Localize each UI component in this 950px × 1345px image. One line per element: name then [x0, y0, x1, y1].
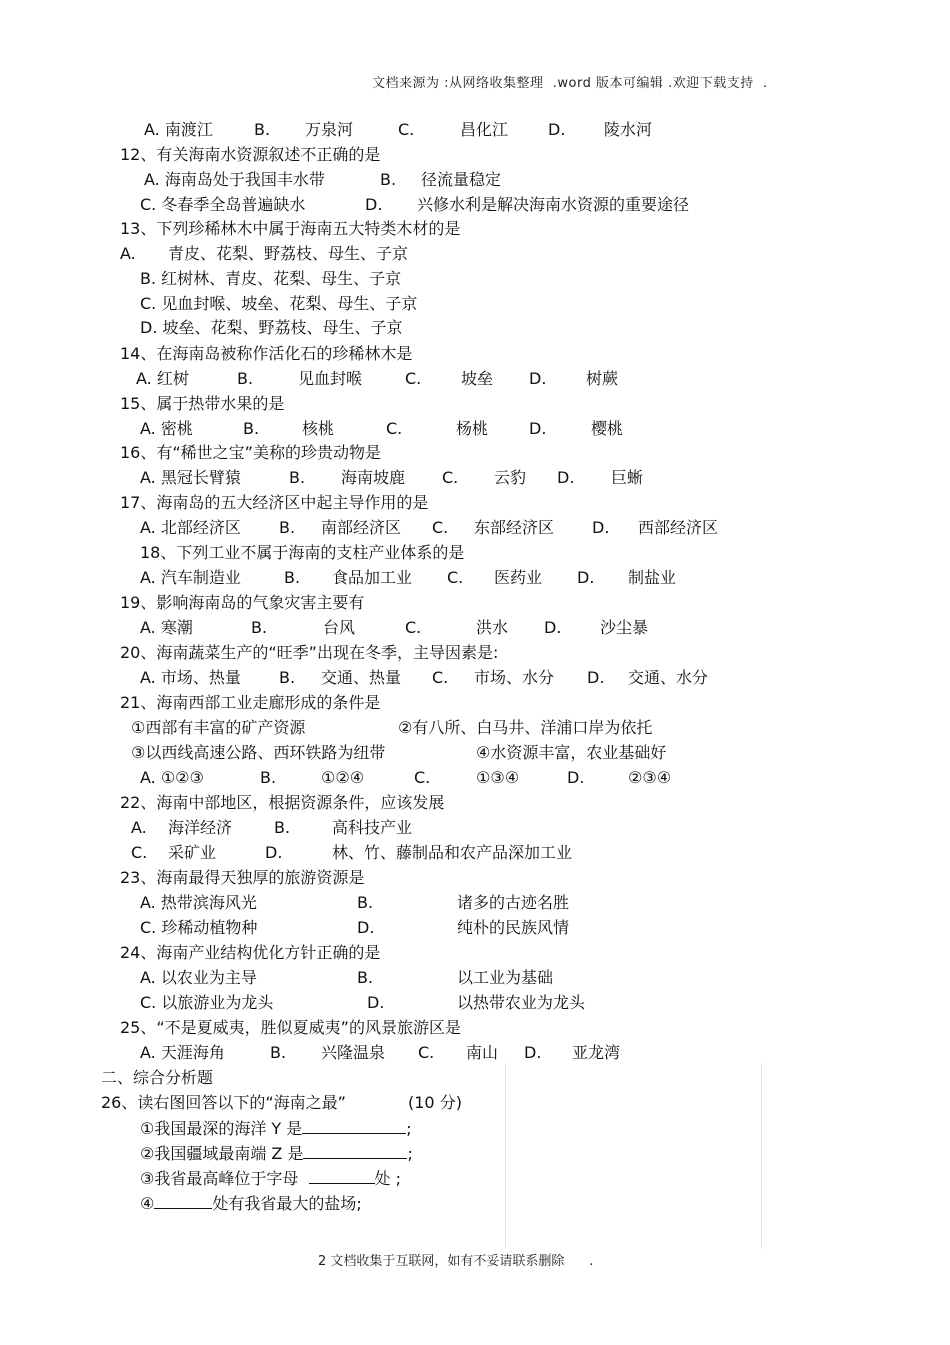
q15-option-d: 樱桃: [591, 419, 624, 438]
q17-option-c-label: C.: [432, 518, 449, 537]
q26-item-4-end: 处有我省最大的盐场;: [212, 1194, 362, 1213]
q16-option-d: 巨蜥: [611, 468, 644, 487]
q25-option-a: A. 天涯海角: [140, 1043, 225, 1062]
q22-option-b-label: B.: [274, 818, 291, 837]
q16-stem: 16、有“稀世之宝”美称的珍贵动物是: [120, 443, 381, 462]
q20-option-b: 交通、热量: [321, 668, 402, 687]
q16-option-c-label: C.: [442, 468, 459, 487]
q26-item-4: [140, 1192, 362, 1214]
q21-statement-4: ④水资源丰富，农业基础好: [476, 743, 667, 762]
q12-stem: 12、有关海南水资源叙述不正确的是: [120, 145, 381, 164]
q26-blank-2[interactable]: [303, 1142, 407, 1159]
q16-option-b: 海南坡鹿: [341, 468, 406, 487]
q18-option-d: 制盐业: [628, 568, 677, 587]
q14-option-d-label: D.: [529, 369, 547, 388]
q17-option-d: 西部经济区: [638, 518, 719, 537]
q26-item-3-end: 处 ;: [374, 1169, 402, 1188]
q13-option-d: D. 坡垒、花梨、野荔枝、母生、子京: [140, 318, 403, 337]
page-header: 文档来源为 :从网络收集整理 .word 版本可编辑 .欢迎下载支持 .: [372, 76, 768, 91]
q26-item-1: [140, 1117, 412, 1139]
q18-option-d-label: D.: [577, 568, 595, 587]
q25-option-c-label: C.: [418, 1043, 435, 1062]
q21-option-b: ①②④: [321, 768, 365, 787]
q20-option-c: 市场、水分: [474, 668, 555, 687]
q23-option-c: C. 珍稀动植物种: [140, 918, 258, 937]
q24-option-d-label: D.: [367, 993, 385, 1012]
q14-option-d: 树蕨: [586, 369, 619, 388]
q13-option-a: 青皮、花梨、野荔枝、母生、子京: [168, 244, 409, 263]
q21-statement-3: ③以西线高速公路、西环铁路为纽带: [131, 743, 386, 762]
q21-option-c: ①③④: [476, 768, 520, 787]
q26-item-2-end: ;: [407, 1144, 413, 1163]
q23-option-d: 纯朴的民族风情: [457, 918, 570, 937]
q21-option-d-label: D.: [567, 768, 585, 787]
q26-stem: 26、读右图回答以下的“海南之最”: [101, 1093, 346, 1112]
q14-option-c-label: C.: [405, 369, 422, 388]
q19-option-b-label: B.: [251, 618, 268, 637]
q19-option-c: 洪水: [476, 618, 509, 637]
q25-option-b-label: B.: [270, 1043, 287, 1062]
q17-option-b: 南部经济区: [321, 518, 402, 537]
q21-option-b-label: B.: [260, 768, 277, 787]
q14-option-a: A. 红树: [136, 369, 189, 388]
q20-option-c-label: C.: [432, 668, 449, 687]
q19-option-a: A. 寒潮: [140, 618, 193, 637]
q15-option-c-label: C.: [386, 419, 403, 438]
q24-option-b: 以工业为基础: [457, 968, 554, 987]
q22-stem: 22、海南中部地区，根据资源条件，应该发展: [120, 793, 445, 812]
q22-option-c-label: C.: [131, 843, 148, 862]
q19-option-d: 沙尘暴: [600, 618, 649, 637]
q17-option-c: 东部经济区: [474, 518, 555, 537]
q16-option-c: 云豹: [494, 468, 527, 487]
q20-option-d: 交通、水分: [628, 668, 709, 687]
q19-option-b: 台风: [323, 618, 356, 637]
q18-stem: 18、下列工业不属于海南的支柱产业体系的是: [140, 543, 465, 562]
q26-item-2: [140, 1142, 413, 1164]
q14-option-b-label: B.: [237, 369, 254, 388]
q21-statement-1: ①西部有丰富的矿产资源: [131, 718, 306, 737]
q17-option-b-label: B.: [279, 518, 296, 537]
q15-option-b: 核桃: [302, 419, 335, 438]
q11-option-d-label: D.: [548, 120, 566, 139]
q21-option-d: ②③④: [628, 768, 672, 787]
q25-option-d: 亚龙湾: [572, 1043, 621, 1062]
q22-option-a-label: A.: [131, 818, 147, 837]
q20-stem: 20、海南蔬菜生产的“旺季”出现在冬季，主导因素是:: [120, 643, 499, 662]
q22-option-d: 林、竹、藤制品和农产品深加工业: [332, 843, 573, 862]
q15-option-b-label: B.: [243, 419, 260, 438]
q11-option-b: 万泉河: [305, 120, 354, 139]
q20-option-b-label: B.: [279, 668, 296, 687]
q23-option-b-label: B.: [357, 893, 374, 912]
q12-option-b-label: B.: [380, 170, 397, 189]
q19-option-c-label: C.: [405, 618, 422, 637]
q26-blank-3[interactable]: [309, 1167, 375, 1184]
q15-option-d-label: D.: [529, 419, 547, 438]
q23-option-d-label: D.: [357, 918, 375, 937]
q11-option-b-label: B.: [254, 120, 271, 139]
q11-option-c-label: C.: [398, 120, 415, 139]
q16-option-d-label: D.: [557, 468, 575, 487]
q15-stem: 15、属于热带水果的是: [120, 394, 285, 413]
q12-option-a: A. 海南岛处于我国丰水带: [144, 170, 325, 189]
q26-blank-4[interactable]: [154, 1192, 212, 1209]
q13-option-c: C. 见血封喉、坡垒、花梨、母生、子京: [140, 294, 418, 313]
q19-stem: 19、影响海南岛的气象灾害主要有: [120, 593, 365, 612]
q26-blank-1[interactable]: [302, 1117, 406, 1134]
figure-frame-left: [505, 1063, 506, 1249]
q16-option-a: A. 黑冠长臂猿: [140, 468, 241, 487]
q11-option-c: 昌化江: [460, 120, 509, 139]
q12-option-b: 径流量稳定: [421, 170, 502, 189]
q21-statement-2: ②有八所、白马井、洋浦口岸为依托: [398, 718, 653, 737]
q22-option-d-label: D.: [265, 843, 283, 862]
q24-option-b-label: B.: [357, 968, 374, 987]
q25-option-d-label: D.: [524, 1043, 542, 1062]
q13-stem: 13、下列珍稀林木中属于海南五大特类木材的是: [120, 219, 461, 238]
q17-option-d-label: D.: [592, 518, 610, 537]
q13-option-b: B. 红树林、青皮、花梨、母生、子京: [140, 269, 402, 288]
q11-option-a: A. 南渡江: [144, 120, 213, 139]
q21-stem: 21、海南西部工业走廊形成的条件是: [120, 693, 381, 712]
q18-option-c: 医药业: [494, 568, 543, 587]
q18-option-b: 食品加工业: [332, 568, 413, 587]
q13-option-a-label: A.: [120, 244, 136, 263]
figure-frame-right: [761, 1063, 762, 1249]
q11-option-d: 陵水河: [604, 120, 653, 139]
section-heading: 二、综合分析题: [101, 1068, 214, 1087]
q15-option-a: A. 密桃: [140, 419, 193, 438]
q15-option-c: 杨桃: [456, 419, 489, 438]
q16-option-b-label: B.: [289, 468, 306, 487]
q26-score: (10 分): [408, 1093, 462, 1112]
q23-option-b: 诸多的古迹名胜: [457, 893, 570, 912]
q26-item-4-text: ④: [140, 1194, 155, 1213]
q22-option-c: 采矿业: [168, 843, 217, 862]
q21-option-a: A. ①②③: [140, 768, 204, 787]
q20-option-a: A. 市场、热量: [140, 668, 241, 687]
q26-item-3: [140, 1167, 401, 1189]
q25-option-b: 兴隆温泉: [321, 1043, 386, 1062]
q20-option-d-label: D.: [587, 668, 605, 687]
q26-item-2-text: ②我国疆域最南端 Z 是: [140, 1144, 304, 1163]
q23-option-a: A. 热带滨海风光: [140, 893, 257, 912]
q18-option-a: A. 汽车制造业: [140, 568, 241, 587]
q24-stem: 24、海南产业结构优化方针正确的是: [120, 943, 381, 962]
q26-item-1-text: ①我国最深的海洋 Y 是: [140, 1119, 303, 1138]
q18-option-b-label: B.: [284, 568, 301, 587]
q17-stem: 17、海南岛的五大经济区中起主导作用的是: [120, 493, 429, 512]
page-footer: 2 文档收集于互联网，如有不妥请联系删除 .: [318, 1254, 594, 1269]
q23-stem: 23、海南最得天独厚的旅游资源是: [120, 868, 365, 887]
q24-option-c: C. 以旅游业为龙头: [140, 993, 274, 1012]
q26-item-1-end: ;: [406, 1119, 412, 1138]
q18-option-c-label: C.: [447, 568, 464, 587]
q22-option-a: 海洋经济: [168, 818, 233, 837]
q26-item-3-text: ③我省最高峰位于字母: [140, 1169, 299, 1188]
q17-option-a: A. 北部经济区: [140, 518, 241, 537]
q25-stem: 25、“不是夏威夷，胜似夏威夷”的风景旅游区是: [120, 1018, 461, 1037]
q21-option-c-label: C.: [414, 768, 431, 787]
q24-option-a: A. 以农业为主导: [140, 968, 257, 987]
q19-option-d-label: D.: [544, 618, 562, 637]
q12-option-d-label: D.: [365, 195, 383, 214]
q25-option-c: 南山: [466, 1043, 499, 1062]
q12-option-d: 兴修水利是解决海南水资源的重要途径: [417, 195, 690, 214]
q14-stem: 14、在海南岛被称作活化石的珍稀林木是: [120, 344, 413, 363]
q14-option-b: 见血封喉: [298, 369, 363, 388]
q12-option-c: C. 冬春季全岛普遍缺水: [140, 195, 306, 214]
q24-option-d: 以热带农业为龙头: [457, 993, 586, 1012]
q14-option-c: 坡垒: [461, 369, 494, 388]
q22-option-b: 高科技产业: [332, 818, 413, 837]
